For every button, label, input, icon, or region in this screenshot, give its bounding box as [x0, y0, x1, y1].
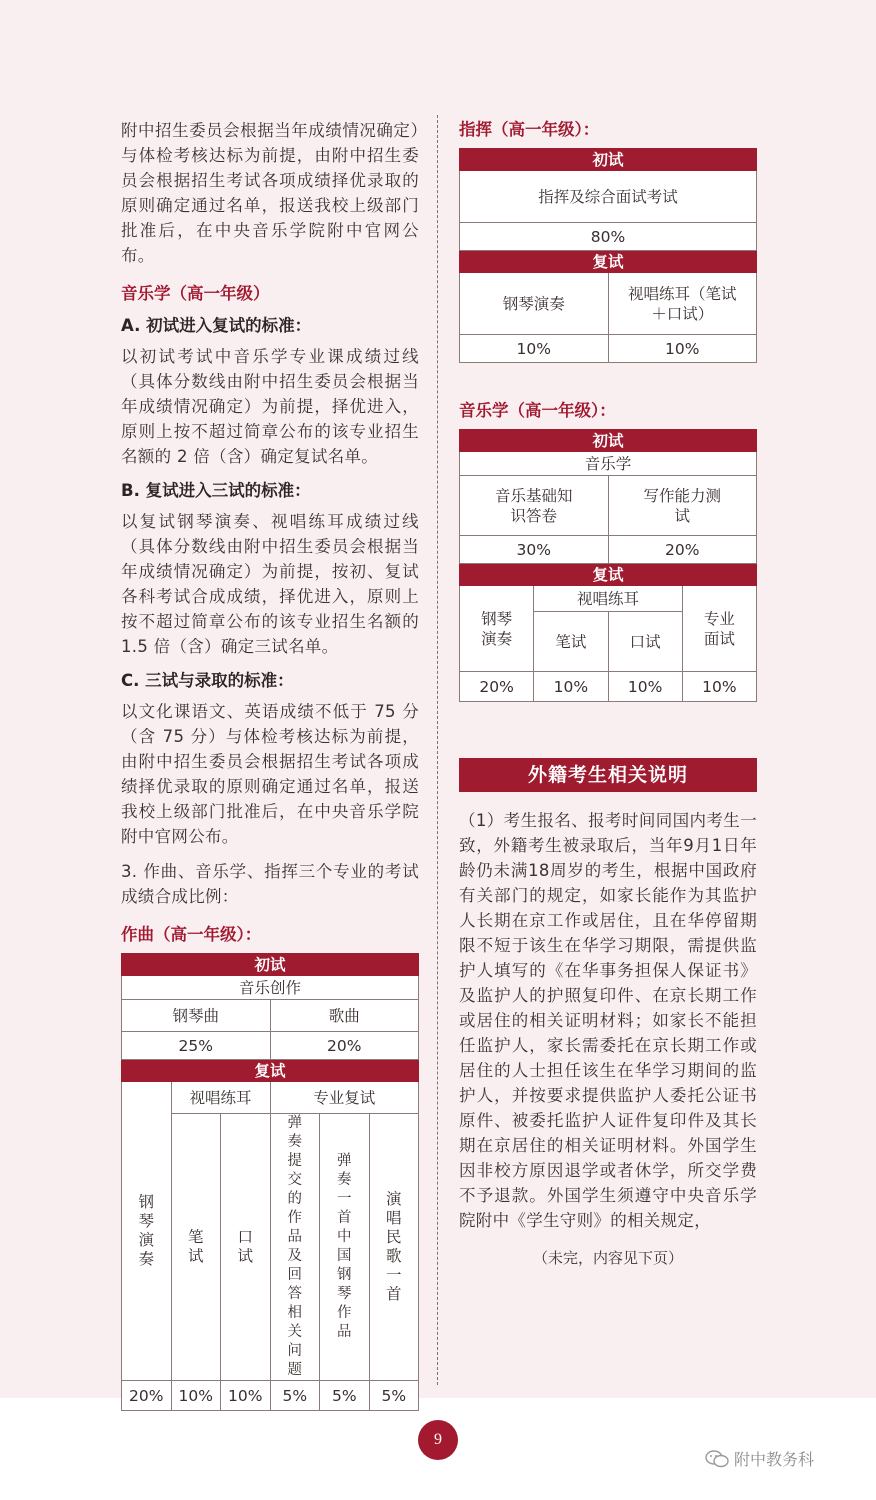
percent-cell: 20%	[270, 1032, 419, 1060]
music-basics-cell: 音乐基础知识答卷	[460, 476, 609, 536]
solfege-cell: 视唱练耳	[534, 586, 683, 612]
first-round-band: 初试	[460, 149, 757, 171]
conducting-heading: 指挥（高一年级）：	[459, 120, 600, 139]
piano-performance-cell: 钢琴演奏	[460, 586, 534, 672]
solfege-cell: 视唱练耳（笔试＋口试）	[608, 273, 757, 335]
second-round-band: 复试	[460, 251, 757, 273]
conducting-exam-cell: 指挥及综合面试考试	[460, 171, 757, 223]
music-creation-cell: 音乐创作	[122, 976, 419, 1000]
major-interview-cell: 专业面试	[682, 586, 756, 672]
piano-performance-label: 钢琴演奏	[138, 1193, 154, 1268]
song-cell: 歌曲	[270, 1000, 419, 1032]
continued-note: （未完，内容见下页）	[532, 1249, 683, 1267]
oral-test-label: 口试	[237, 1228, 253, 1265]
piano-performance-cell	[122, 1082, 172, 1381]
percent-cell: 5%	[270, 1381, 320, 1411]
watermark-text: 附中教务科	[734, 1450, 815, 1469]
submitted-work-cell	[270, 1114, 320, 1381]
first-round-band: 初试	[460, 430, 757, 452]
percent-cell: 25%	[122, 1032, 271, 1060]
musicology-score-table	[459, 429, 757, 702]
percent-cell: 5%	[369, 1381, 419, 1411]
percent-cell: 20%	[122, 1381, 172, 1411]
percent-cell: 20%	[460, 672, 534, 702]
oral-test-cell: 口试	[608, 612, 682, 672]
standard-c-heading: C. 三试与录取的标准：	[121, 671, 294, 690]
standard-b-heading: B. 复试进入三试的标准：	[121, 481, 311, 500]
conducting-score-table	[459, 148, 757, 363]
chinese-piano-work-cell	[320, 1114, 370, 1381]
percent-cell: 10%	[460, 335, 609, 363]
second-round-band: 复试	[122, 1060, 419, 1082]
folk-song-cell	[369, 1114, 419, 1381]
foreign-students-title: 外籍考生相关说明	[459, 758, 757, 792]
composition-heading: 作曲（高一年级）：	[121, 925, 262, 944]
oral-test-cell	[221, 1114, 271, 1381]
column-divider	[437, 115, 438, 1385]
standard-a-heading: A. 初试进入复试的标准：	[121, 316, 312, 335]
music-section-heading: 音乐学（高一年级）	[121, 284, 270, 303]
musicology-cell: 音乐学	[460, 452, 757, 476]
composition-score-table	[121, 953, 419, 1411]
written-test-label: 笔试	[187, 1228, 204, 1265]
solfege-cell: 视唱练耳	[171, 1082, 270, 1114]
wechat-icon	[705, 1450, 729, 1468]
submitted-work-label: 弹奏提交的作品及回答相关问题	[287, 1115, 302, 1378]
percent-cell: 10%	[534, 672, 608, 702]
musicology-heading: 音乐学（高一年级）：	[459, 401, 616, 420]
standard-c-text: 以文化课语文、英语成绩不低于 75 分（含 75 分）与体检考核达标为前提，由附中招生委员会根据招生考试各项成绩择优录取的原则确定通过名单，报送我校上级部门批准后，在中央音乐学院附中官网公布。	[121, 702, 419, 846]
percent-cell: 20%	[608, 536, 757, 564]
page-number: 9	[418, 1420, 458, 1460]
percent-cell: 10%	[608, 335, 757, 363]
item-3-text: 3. 作曲、音乐学、指挥三个专业的考试成绩合成比例：	[121, 862, 419, 906]
writing-test-cell: 写作能力测试	[608, 476, 757, 536]
percent-cell: 10%	[608, 672, 682, 702]
percent-cell: 10%	[221, 1381, 271, 1411]
chinese-piano-work-label: 弹奏一首中国钢琴作品	[337, 1153, 352, 1340]
first-round-band: 初试	[122, 954, 419, 976]
standard-a-text: 以初试考试中音乐学专业课成绩过线（具体分数线由附中招生委员会根据当年成绩情况确定）为前提，择优进入，原则上按不超过简章公布的该专业招生名额的 2 倍（含）确定复试名单。	[121, 347, 419, 466]
percent-cell: 10%	[171, 1381, 221, 1411]
intro-paragraph: 附中招生委员会根据当年成绩情况确定）与体检考核达标为前提，由附中招生委员会根据招生考试各项成绩择优录取的原则确定通过名单，报送我校上级部门批准后，在中央音乐学院附中官网公布。	[121, 121, 419, 265]
major-retest-cell: 专业复试	[270, 1082, 419, 1114]
second-round-band: 复试	[460, 564, 757, 586]
percent-cell: 30%	[460, 536, 609, 564]
right-column	[459, 118, 757, 1268]
percent-cell: 10%	[682, 672, 756, 702]
percent-cell: 5%	[320, 1381, 370, 1411]
standard-b-text: 以复试钢琴演奏、视唱练耳成绩过线（具体分数线由附中招生委员会根据当年成绩情况确定）为前提，按初、复试各科考试合成成绩，择优进入，原则上按不超过简章公布的该专业招生名额的 1.5 倍（含）确定三试名单。	[121, 512, 419, 656]
written-test-cell: 笔试	[534, 612, 608, 672]
watermark	[705, 1447, 814, 1470]
piano-piece-cell: 钢琴曲	[122, 1000, 271, 1032]
left-column	[121, 118, 419, 1411]
folk-song-label: 演唱民歌一首	[385, 1190, 402, 1303]
foreign-students-text: （1）考生报名、报考时间同国内考生一致，外籍考生被录取后，当年9月1日年龄仍未满18周岁的考生，根据中国政府有关部门的规定，如家长能作为其监护人长期在京工作或居住，且在华停留期限不短于该生在华学习期限，需提供监护人填写的《在华事务担保人保证书》及监护人的护照复印件、在京长期工作或居住的相关证明材料；如家长不能担任监护人，家长需委托在京长期工作或居住的人士担任该生在华学习期间的监护人，并按要求提供监护人委托公证书原件、被委托监护人证件复印件及其长期在京居住的相关证明材料。外国学生因非校方原因退学或者休学，所交学费不予退款。外国学生须遵守中央音乐学院附中《学生守则》的相关规定，	[459, 811, 757, 1230]
written-test-cell	[171, 1114, 221, 1381]
piano-performance-cell: 钢琴演奏	[460, 273, 609, 335]
percent-cell: 80%	[460, 223, 757, 251]
